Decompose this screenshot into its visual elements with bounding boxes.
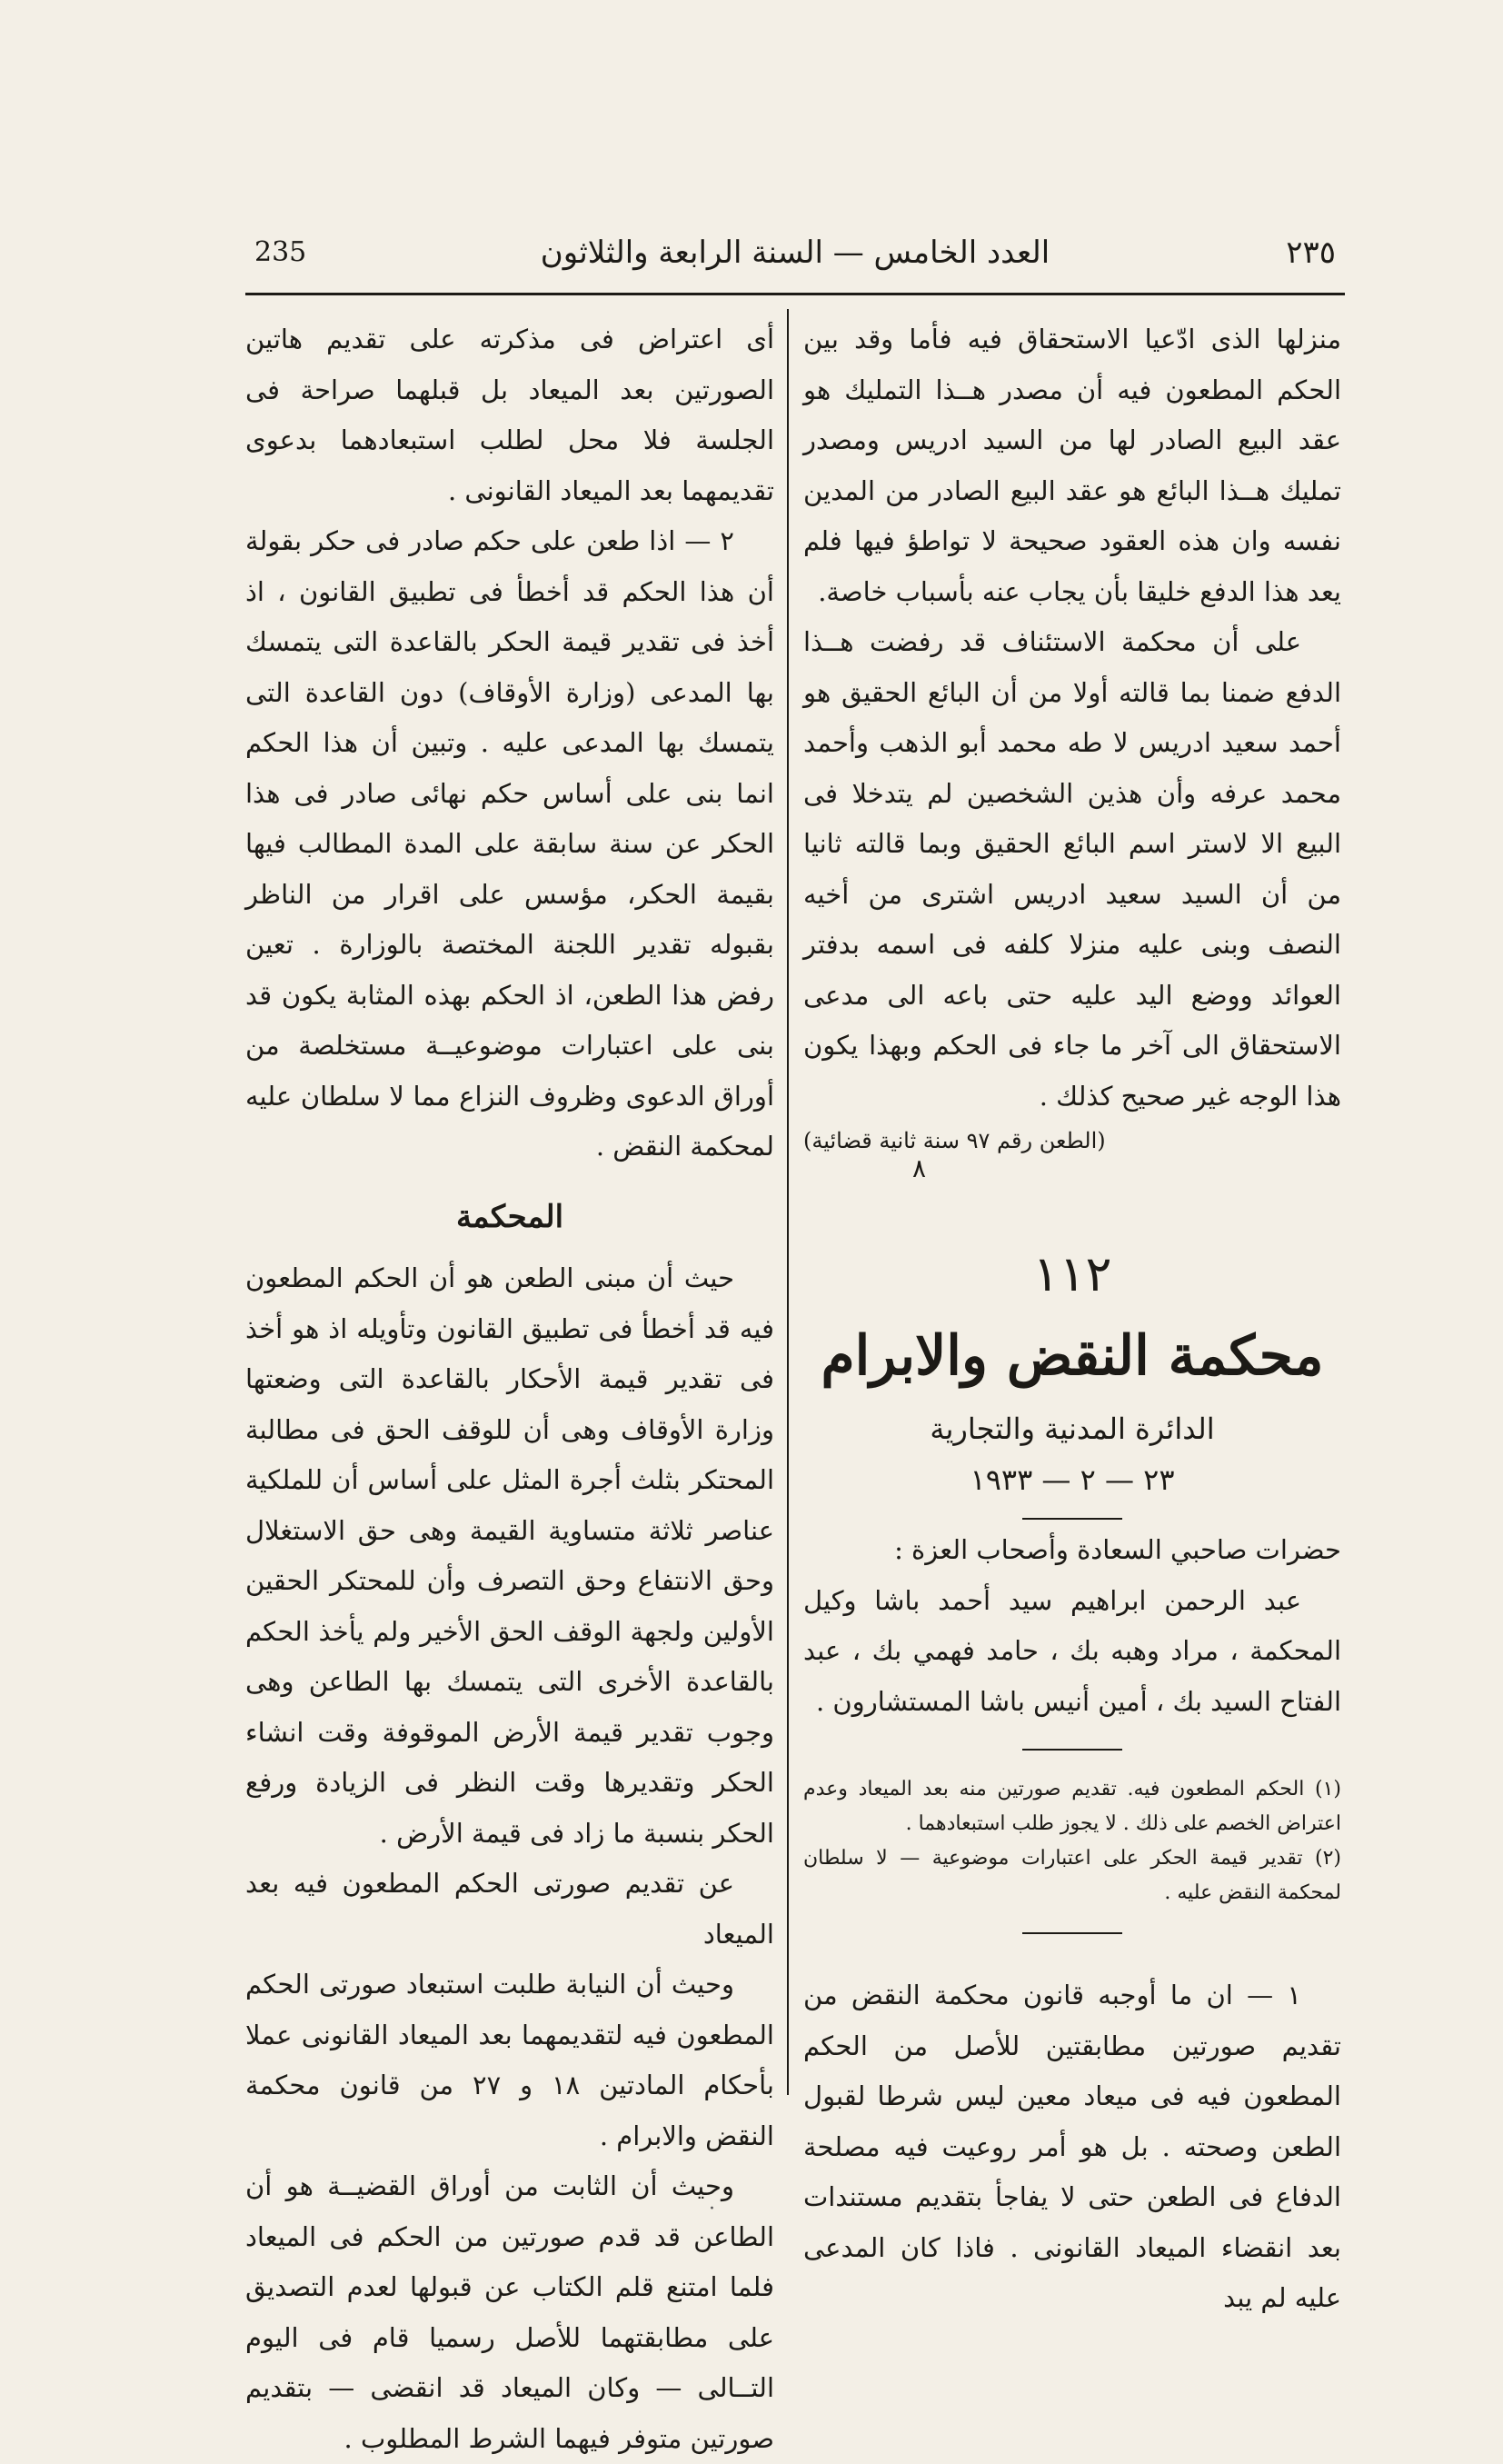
page-mark: · <box>709 2198 715 2220</box>
verdict-heading: المحكمة <box>455 1198 564 1235</box>
footnote-end-rule <box>1022 1932 1122 1934</box>
body-paragraph: أى اعتراض فى مذكرته على تقديم هاتين الصورتين بعد الميعاد بل قبلهما صراحة فى الجلسة فلا محل لطلب استبعادهما بدعوى تقديمهما بعد الميعاد القانونى . <box>245 324 774 506</box>
page-number-latin: 235 <box>254 236 307 268</box>
principle-paragraph: ٢ — اذا طعن على حكم صادر فى حكر بقولة أن هذا الحكم قد أخطأ فى تطبيق القانون ، اذ أخذ فى تقدير قيمة الحكر بالقاعدة التى يتمسك بها المدعى (وزارة الأوقاف) دون القاعدة التى يتمسك بها المدعى عليه . وتبين أن هذا الحكم انما بنى على أساس حكم نهائى صادر فى هذا الحكر عن سنة سابقة على المدة المطالب فيها بقيمة الحكر، مؤسس على اقرار من الناظر بقبوله تقدير اللجنة المختصة بالوزارة . تعين رفض هذا الطعن، اذ الحكم بهذه المثابة يكون قد بنى على اعتبارات موضوعيــة مستخلصة من أوراق الدعوى وظروف النزاع مما لا سلطان عليه لمحكمة النقض . <box>245 525 774 1162</box>
judges-heading: حضرات صاحبي السعادة وأصحاب العزة : <box>894 1534 1341 1565</box>
footnote: (١) الحكم المطعون فيه. تقديم صورتين منه بعد الميعاد وعدم اعتراض الخصم على ذلك . لا يجوز طلب استبعادهما . <box>803 1778 1341 1835</box>
body-paragraph: حيث أن مبنى الطعن هو أن الحكم المطعون فيه قد أخطأ فى تطبيق القانون وتأويله اذ هو أخذ فى تقدير قيمة الأحكار بالقاعدة التى وضعتها وزارة الأوقاف وهى أن للوقف الحق فى مطالبة المحتكر بثلث أجرة المثل على أساس أن للملكية عناصر ثلاثة متساوية القيمة وهى حق الاستغلال وحق الانتفاع وحق التصرف وأن للمحتكر الحقين الأولين ولجهة الوقف الحق الأخير ولم يأخذ الحكم بالقاعدة الأخرى التى يتمسك بها الطاعن وهى وجوب تقدير قيمة الأرض الموقوفة وقت انشاء الحكر وتقديرها وقت النظر فى الزيادة ورفع الحكر بنسبة ما زاد فى قيمة الأرض . <box>245 1262 774 1849</box>
running-header <box>254 234 1336 285</box>
footnote: (٢) تقدير قيمة الحكر على اعتبارات موضوعية — لا سلطان لمحكمة النقض عليه . <box>803 1847 1341 1904</box>
case-number: ١١٢ <box>1032 1245 1112 1302</box>
section-subheading: عن تقديم صورتى الحكم المطعون فيه بعد الميعاد <box>245 1868 774 1950</box>
reference-mark: ٨ <box>912 1153 927 1183</box>
header-rule <box>245 293 1345 295</box>
court-name: محكمة النقض والابرام <box>821 1324 1324 1388</box>
footnote-rule <box>1022 1749 1122 1751</box>
column-divider <box>787 309 789 2095</box>
header-title: العدد الخامس — السنة الرابعة والثلاثون <box>540 234 1050 271</box>
body-paragraph: منزلها الذى ادّعيا الاستحقاق فيه فأما وقد بين الحكم المطعون فيه أن مصدر هــذا التمليك هو عقد البيع الصادر لها من السيد ادريس ومصدر تمليك هــذا البائع هو عقد البيع الصادر من المدين نفسه وان هذه العقود صحيحة لا تواطؤ فيها فلم يعد هذا الدفع خليقا بأن يجاب عنه بأسباب خاصة. <box>803 324 1341 607</box>
body-paragraph: على أن محكمة الاستئناف قد رفضت هــذا الدفع ضمنا بما قالته أولا من أن البائع الحقيق هو أحمد سعيد ادريس لا طه محمد أبو الذهب وأحمد محمد عرفه وأن هذين الشخصين لم يتدخلا فى البيع الا لاستر اسم البائع الحقيق وبما قالته ثانيا من أن السيد سعيد ادريس اشترى من أخيه النصف وبنى عليه منزلا كلفه فى اسمه بدفتر العوائد ووضع اليد عليه حتى باعه الى مدعى الاستحقاق الى آخر ما جاء فى الحكم وبهذا يكون هذا الوجه غير صحيح كذلك . <box>803 626 1341 1112</box>
left-column <box>245 314 774 2464</box>
principle-paragraph: ١ — ان ما أوجبه قانون محكمة النقض من تقديم صورتين مطابقتين للأصل من الحكم المطعون فيه فى ميعاد معين ليس شرطا لقبول الطعن وصحته . بل هو أمر روعيت فيه مصلحة الدفاع فى الطعن حتى لا يفاجأ بتقديم مستندات بعد انقضاء الميعاد القانونى . فاذا كان المدعى عليه لم يبد <box>803 1980 1341 2313</box>
judges-list: عبد الرحمن ابراهيم سيد أحمد باشا وكيل المحكمة ، مراد وهبه بك ، حامد فهمي بك ، عبد الفتاح السيد بك ، أمين أنيس باشا المستشارون . <box>803 1584 1341 1717</box>
court-circuit: الدائرة المدنية والتجارية <box>930 1412 1215 1446</box>
right-column <box>803 314 1341 2324</box>
case-reference: (الطعن رقم ٩٧ سنة ثانية قضائية) <box>803 1128 1106 1153</box>
case-date: ٢٣ — ٢ — ١٩٣٣ <box>970 1462 1175 1497</box>
body-paragraph: وحيث أن الثابت من أوراق القضيــة هو أن الطاعن قد قدم صورتين من الحكم فى الميعاد فلما امتنع قلم الكتاب عن قبولها لعدم التصديق على مطابقتهما للأصل رسميا قام فى اليوم التــالى — وكان الميعاد قد انقضى — بتقديم صورتين متوفر فيهما الشرط المطلوب . <box>245 2170 774 2454</box>
body-paragraph: وحيث أن النيابة طلبت استبعاد صورتى الحكم المطعون فيه لتقديمهما بعد الميعاد القانونى عملا بأحكام المادتين ١٨ و ٢٧ من قانون محكمة النقض والابرام . <box>245 1969 774 2151</box>
page-number-arabic: ٢٣٥ <box>1286 234 1336 271</box>
section-rule <box>1022 1518 1122 1520</box>
